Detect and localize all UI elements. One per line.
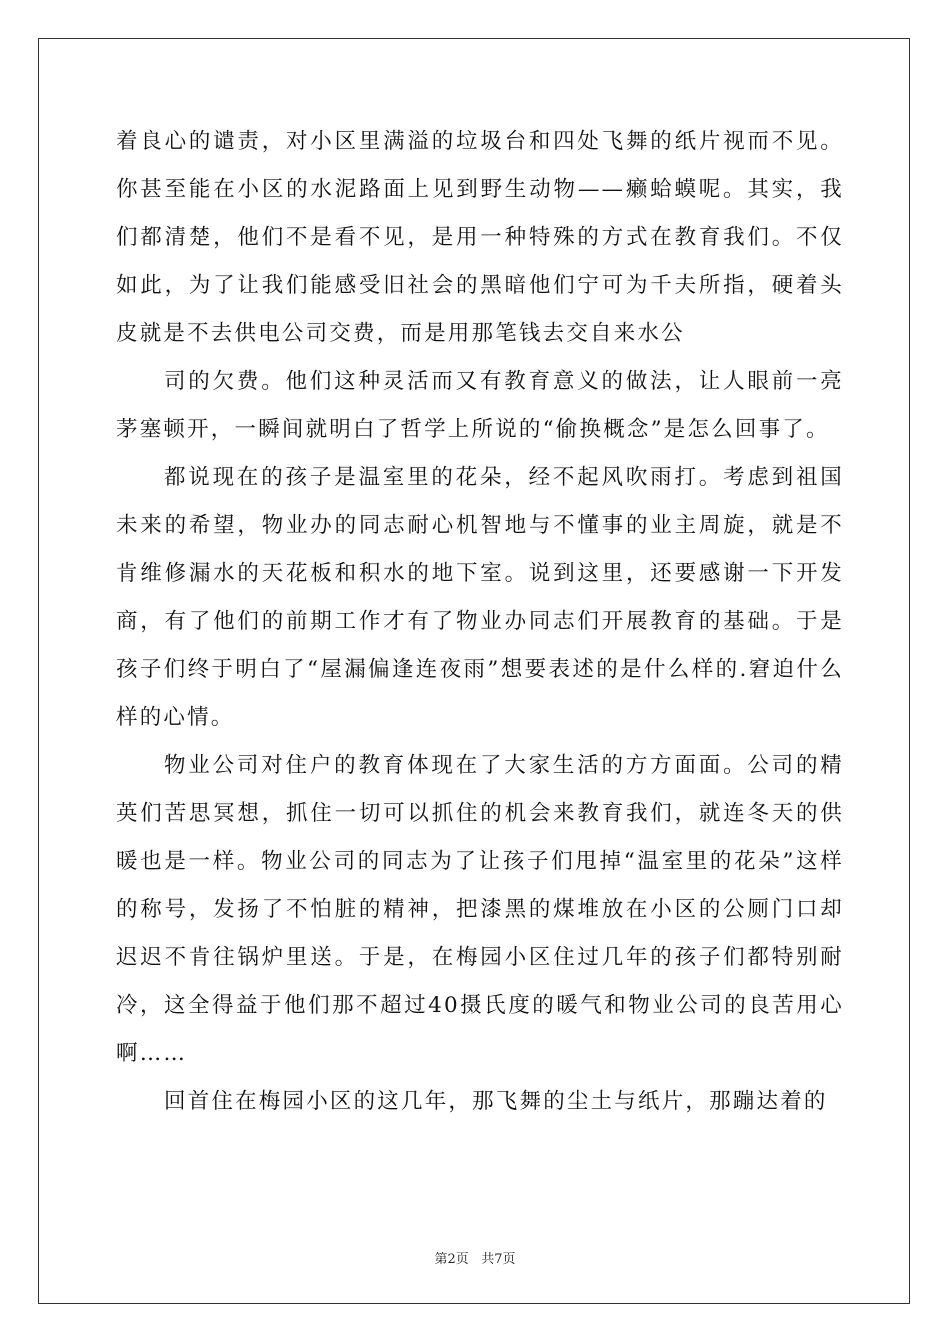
page-number: 第2页 [434,1252,469,1267]
document-body [116,118,844,1126]
paragraph-3: 都说现在的孩子是温室里的花朵，经不起风吹雨打。考虑到祖国未来的希望，物业办的同志耐心机智地与不懂事的业主周旋，就是不肯维修漏水的天花板和积水的地下室。说到这里，还要感谢一下开发商，有了他们的前期工作才有了物业办同志们开展教育的基础。于是孩子们终于明白了“屋漏偏逢连夜雨”想要表述的是什么样的.窘迫什么样的心情。 [116,465,844,730]
paragraph-5: 回首住在梅园小区的这几年，那飞舞的尘土与纸片，那蹦达着的 [164,1089,828,1114]
paragraph-4: 物业公司对住户的教育体现在了大家生活的方方面面。公司的精英们苦思冥想，抓住一切可以抓住的机会来教育我们，就连冬天的供暖也是一样。物业公司的同志为了让孩子们甩掉“温室里的花朵”这样的称号，发扬了不怕脏的精神，把漆黑的煤堆放在小区的公厕门口却迟迟不肯往锅炉里送。于是，在梅园小区住过几年的孩子们都特别耐冷，这全得益于他们那不超过40摄氏度的暖气和物业公司的良苦用心啊…… [116,753,844,1066]
page-footer [0,1248,950,1267]
paragraph-1: 着良心的谴责，对小区里满溢的垃圾台和四处飞舞的纸片视而不见。你甚至能在小区的水泥路面上见到野生动物——癞蛤蟆呢。其实，我们都清楚，他们不是看不见，是用一种特殊的方式在教育我们。不仅如此，为了让我们能感受旧社会的黑暗他们宁可为千夫所指，硬着头皮就是不去供电公司交费，而是用那笔钱去交自来水公 [116,129,844,346]
paragraph-2: 司的欠费。他们这种灵活而又有教育意义的做法，让人眼前一亮茅塞顿开，一瞬间就明白了哲学上所说的“偷换概念”是怎么回事了。 [116,369,844,442]
total-pages: 共7页 [481,1252,516,1267]
